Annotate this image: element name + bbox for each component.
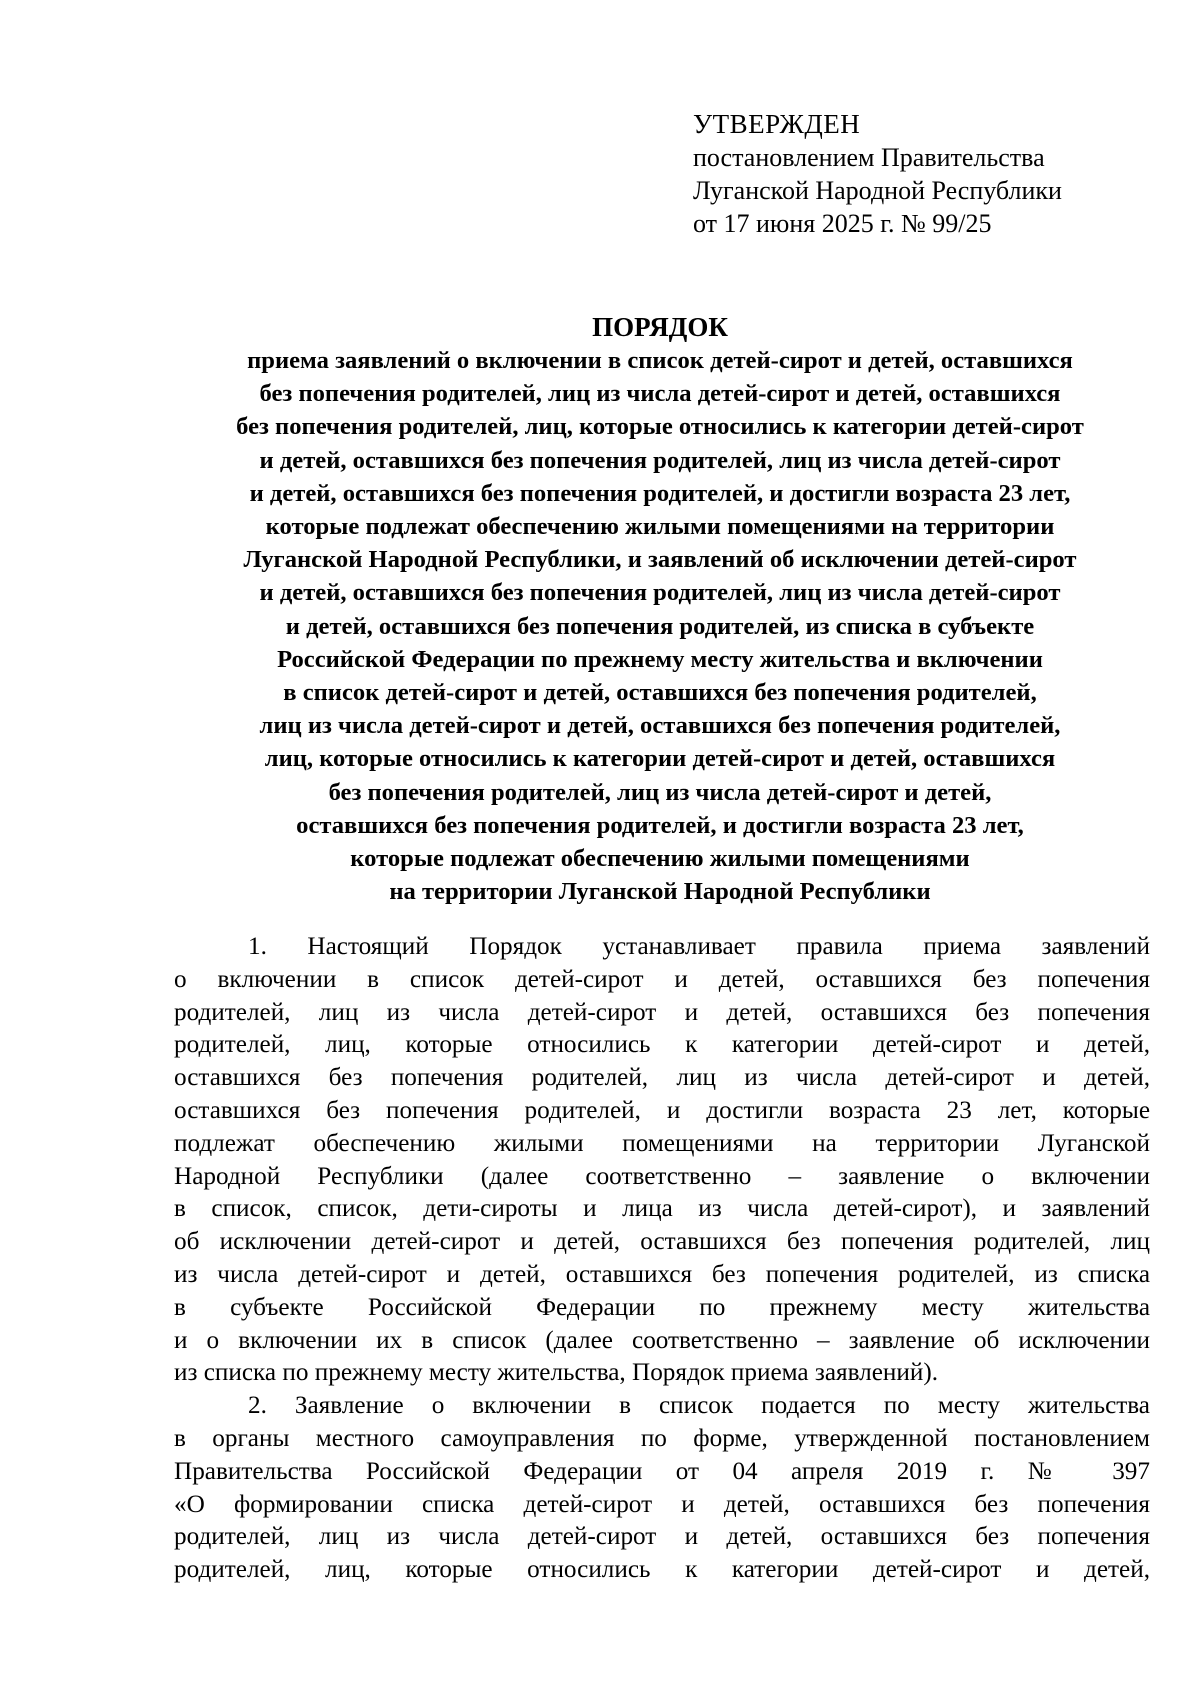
paragraph-2 — [174, 1390, 1150, 1587]
document-title: ПОРЯДОК — [592, 312, 728, 342]
subtitle-line: лиц, которые относились к категории детей-сирот и детей, оставшихся — [264, 745, 1056, 773]
body-line: из списка по прежнему месту жительства, Порядок приема заявлений). — [174, 1359, 939, 1387]
approval-stamp — [693, 108, 1062, 240]
subtitle-line: лиц из числа детей-сирот и детей, оставшихся без попечения родителей, — [259, 712, 1061, 740]
subtitle-line: оставшихся без попечения родителей, и достигли возраста 23 лет, — [296, 811, 1024, 839]
approval-date-line: от 17 июня 2025 г. № 99/25 — [693, 209, 992, 238]
subtitle-line: без попечения родителей, лиц, которые относились к категории детей-сирот — [236, 413, 1084, 441]
subtitle-line: и детей, оставшихся без попечения родителей, из списка в субъекте — [285, 612, 1035, 640]
body-line: оставшихся без попечения родителей, и достигли возраста 23 лет, которые — [174, 1096, 1150, 1124]
paragraph-1 — [174, 931, 1150, 1390]
body-line: оставшихся без попечения родителей, лиц из числа детей-сирот и детей, — [174, 1064, 1150, 1092]
subtitle-line: и детей, оставшихся без попечения родителей, и достигли возраста 23 лет, — [249, 479, 1071, 507]
approval-line: постановлением Правительства — [693, 143, 1045, 172]
body-line: родителей, лиц из числа детей-сирот и детей, оставшихся без попечения — [174, 1523, 1150, 1551]
body-line: родителей, лиц, которые относились к категории детей-сирот и детей, — [174, 1031, 1150, 1059]
body-line: 2. Заявление о включении в список подается по месту жительства — [248, 1392, 1150, 1420]
body-line: и о включении их в список (далее соответственно – заявление об исключении — [174, 1326, 1150, 1354]
body-line: об исключении детей-сирот и детей, оставшихся без попечения родителей, лиц — [174, 1228, 1150, 1256]
document-heading — [160, 310, 1160, 908]
document-body — [174, 931, 1150, 1587]
body-line: Правительства Российской Федерации от 04 апреля 2019 г. № 397 — [174, 1457, 1150, 1485]
body-line: родителей, лиц из числа детей-сирот и детей, оставшихся без попечения — [174, 998, 1150, 1026]
subtitle-line: Российской Федерации по прежнему месту жительства и включении — [277, 645, 1043, 673]
body-line: в список, список, дети-сироты и лица из числа детей-сирот), и заявлений — [174, 1195, 1150, 1223]
body-line: подлежат обеспечению жилыми помещениями на территории Луганской — [174, 1129, 1150, 1157]
subtitle-line: без попечения родителей, лиц из числа детей-сирот и детей, — [328, 778, 992, 806]
body-line: Народной Республики (далее соответственно – заявление о включении — [174, 1162, 1150, 1190]
subtitle-line: приема заявлений о включении в список детей-сирот и детей, оставшихся — [247, 347, 1073, 374]
subtitle-line: которые подлежат обеспечению жилыми помещениями — [350, 845, 970, 873]
body-line: 1. Настоящий Порядок устанавливает правила приема заявлений — [248, 933, 1150, 960]
body-line: родителей, лиц, которые относились к категории детей-сирот и детей, — [174, 1556, 1150, 1584]
subtitle-line: и детей, оставшихся без попечения родителей, лиц из числа детей-сирот — [259, 579, 1061, 607]
body-line: из числа детей-сирот и детей, оставшихся без попечения родителей, из списка — [174, 1260, 1150, 1288]
body-line: «О формировании списка детей-сирот и детей, оставшихся без попечения — [174, 1490, 1150, 1518]
subtitle-line: которые подлежат обеспечению жилыми помещениями на территории — [265, 513, 1055, 541]
body-line: в органы местного самоуправления по форме, утвержденной постановлением — [174, 1424, 1150, 1452]
body-line: о включении в список детей-сирот и детей, оставшихся без попечения — [174, 965, 1150, 993]
subtitle-line: без попечения родителей, лиц из числа детей-сирот и детей, оставшихся — [259, 380, 1061, 408]
subtitle-line: на территории Луганской Народной Республики — [389, 878, 931, 906]
body-line: в субъекте Российской Федерации по прежнему месту жительства — [174, 1293, 1150, 1321]
subtitle-line: Луганской Народной Республики, и заявлений об исключении детей-сирот — [243, 546, 1077, 574]
subtitle-line: в список детей-сирот и детей, оставшихся без попечения родителей, — [283, 679, 1037, 707]
approval-line: Луганской Народной Республики — [693, 176, 1062, 205]
subtitle-line: и детей, оставшихся без попечения родителей, лиц из числа детей-сирот — [259, 446, 1061, 474]
approval-title: УТВЕРЖДЕН — [693, 109, 861, 139]
